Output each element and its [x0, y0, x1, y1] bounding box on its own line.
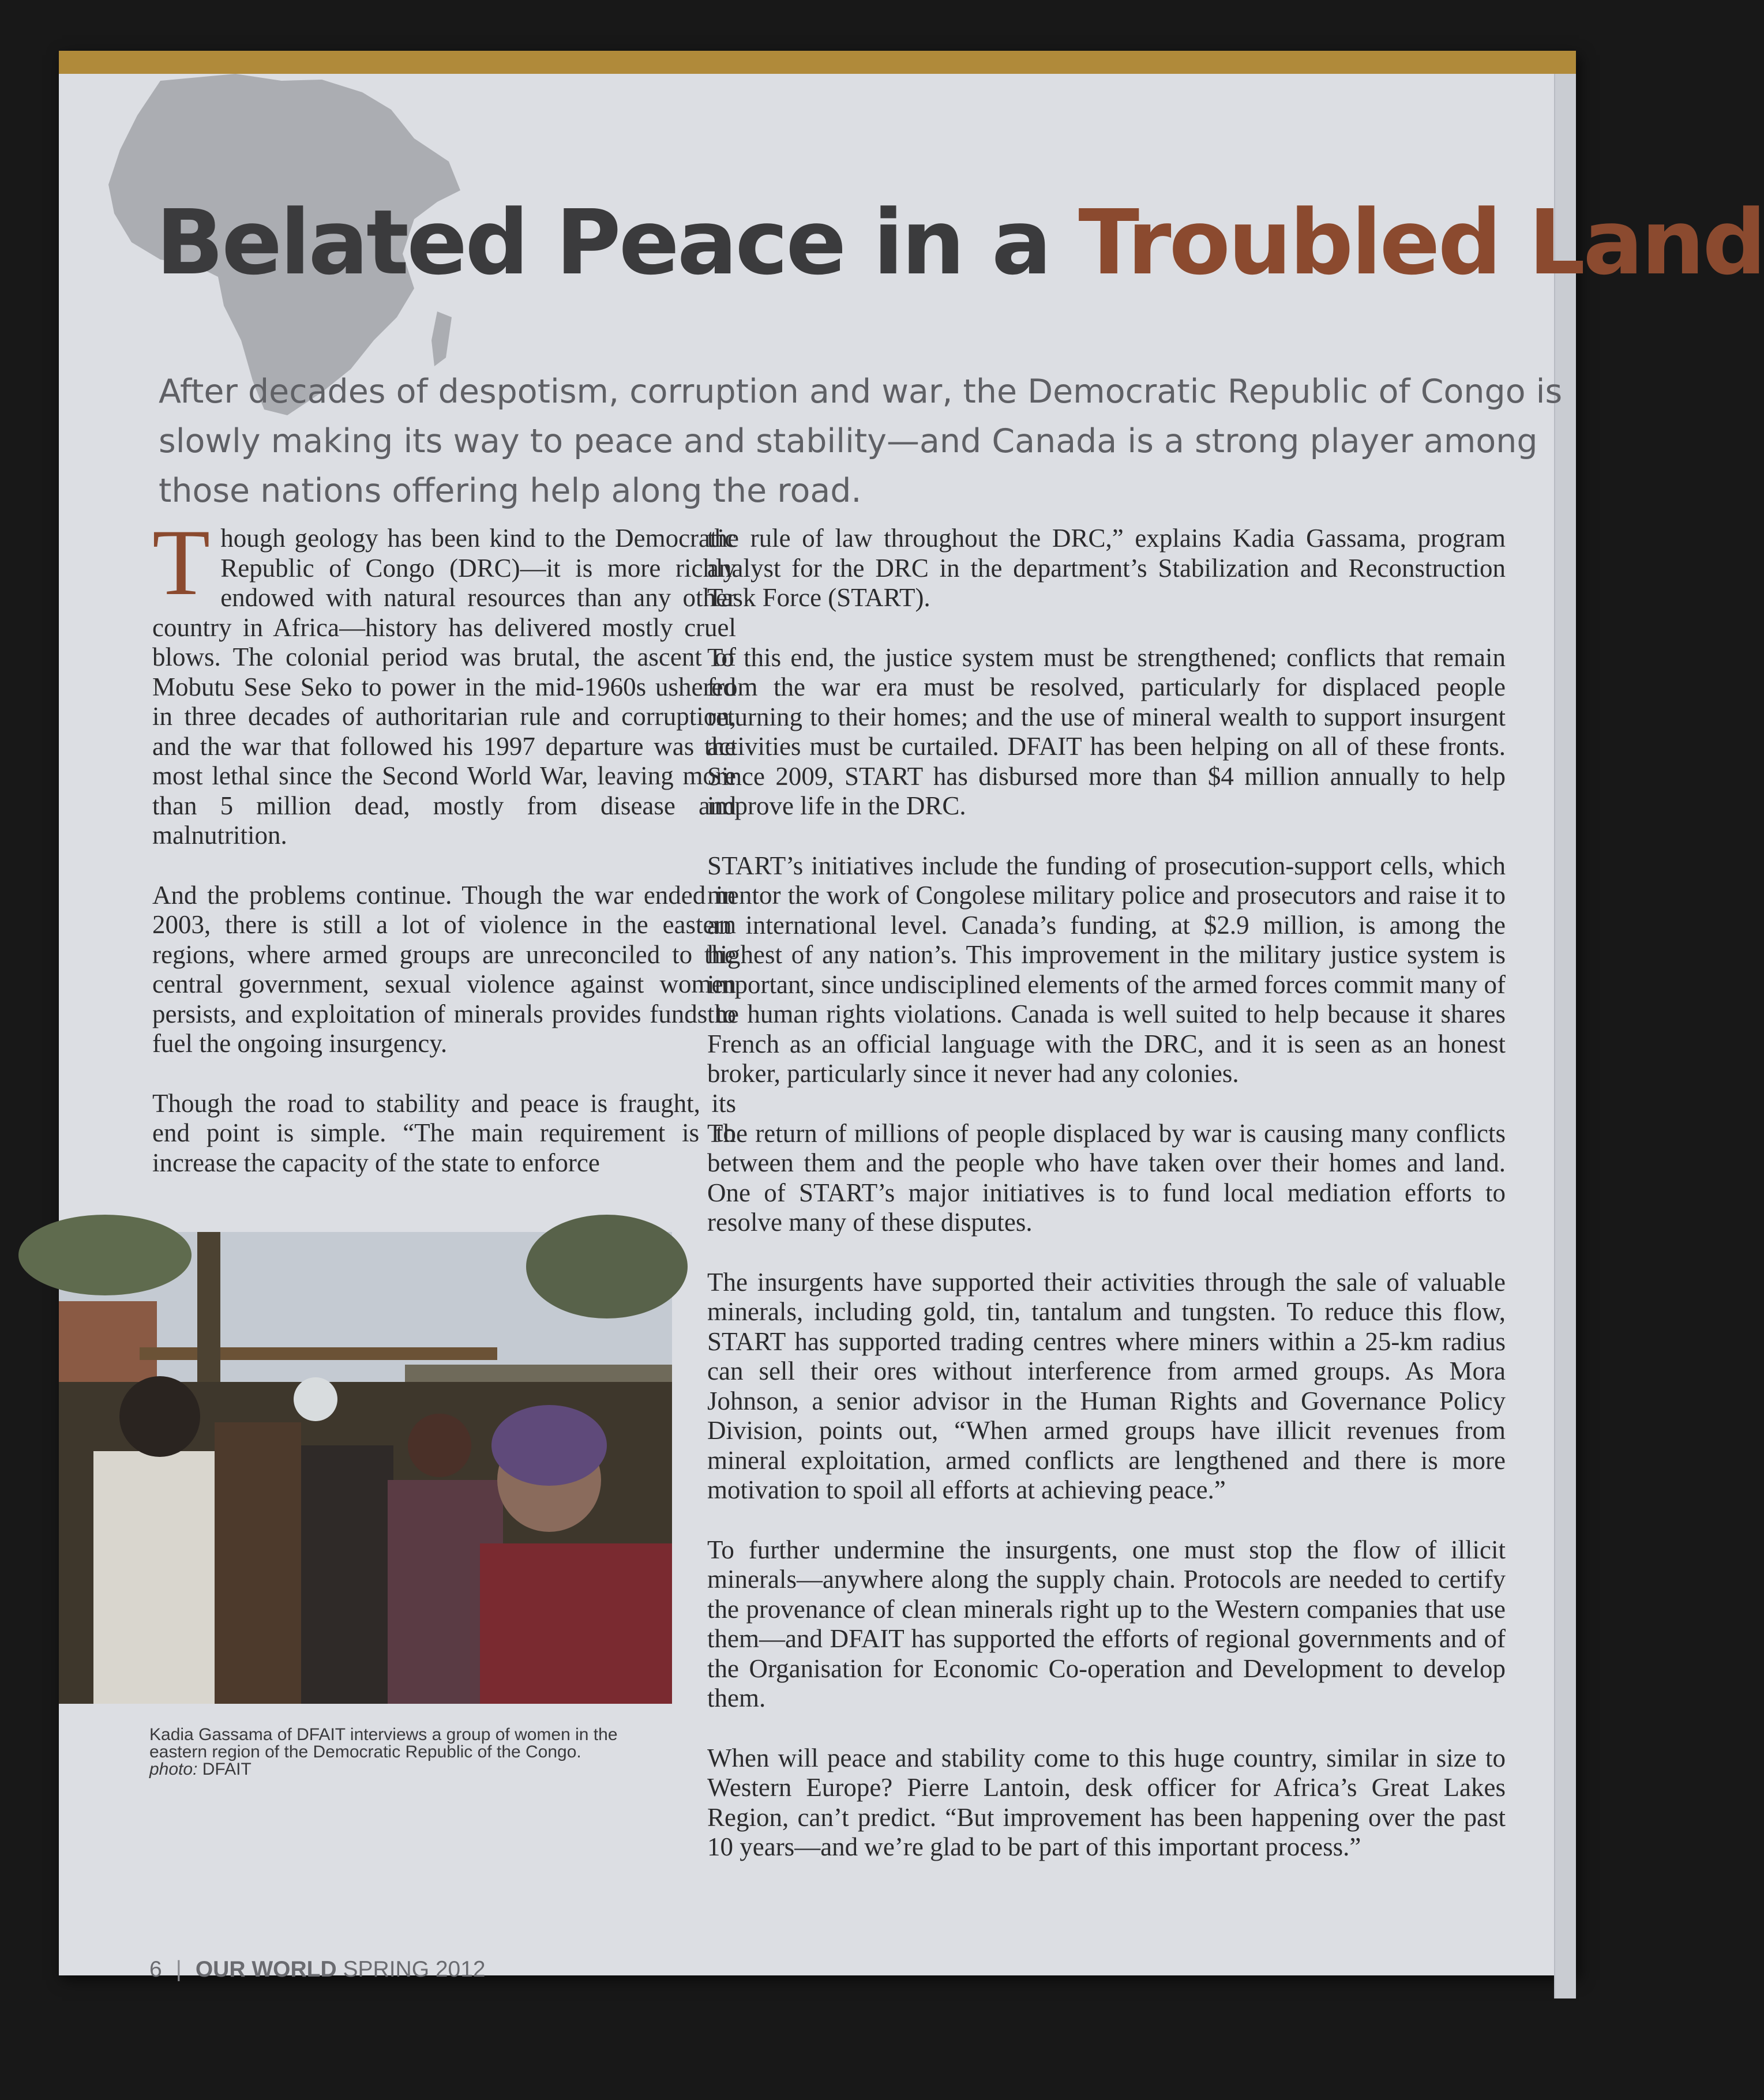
paragraph: START’s initiatives include the funding of prosecution-support cells, which mentor the work of Congolese military police and prosecutors and raise it to an international level. Canada’s funding, at $2.9 million, is among the highest of any nation’s. This improvement in the military justice system is important, since undisciplined elements of the armed forces commit many of the human rights violations. Canada is well suited to help because it shares French as an official language with the DRC, and it is seen as an honest broker, particularly since it never had any colonies. — [707, 851, 1506, 1088]
paragraph: When will peace and stability come to this huge country, similar in size to Western Europe? Pierre Lantoin, desk officer for Africa’s Great Lakes Region, can’t predict. “But improvement has been happening over the past 10 years—and we’re glad to be part of this important process.” — [707, 1743, 1506, 1861]
issue-label: SPRING 2012 — [343, 1957, 486, 1982]
magazine-brand: OUR WORLD — [195, 1957, 337, 1982]
paragraph: The return of millions of people displaced by war is causing many conflicts between them and the people who have taken over their homes and land. One of START’s major initiatives is to fund local mediation efforts to resolve many of these disputes. — [707, 1118, 1506, 1237]
title-accent: Troubled Land — [1078, 190, 1764, 295]
caption-line: eastern region of the Democratic Republic of the Congo. — [149, 1742, 581, 1761]
paragraph: To further undermine the insurgents, one must stop the flow of illicit minerals—anywhere along the supply chain. Protocols are needed to certify the provenance of clean minerals right up to the Western companies that use them—and DFAIT has supported the efforts of regional governments and of the Organisation for Economic Co-operation and Development to develop them. — [707, 1535, 1506, 1712]
page-footer — [149, 1957, 486, 1982]
paragraph: Though the road to stability and peace is fraught, its end point is simple. “The main requirement is to increase the capacity of the state to enforce — [152, 1088, 736, 1177]
footer-separator: | — [175, 1957, 182, 1982]
photo-credit — [149, 1761, 715, 1778]
page-number: 6 — [149, 1957, 162, 1982]
paragraph — [152, 510, 736, 851]
paragraph: And the problems continue. Though the war ended in 2003, there is still a lot of violence in the eastern regions, where armed groups are unreconciled to the central government, sexual violence against women persists, and exploitation of minerals provides funds to fuel the ongoing insurgency. — [152, 880, 736, 1058]
paragraph: The insurgents have supported their activities through the sale of valuable minerals, including gold, tin, tantalum and tungsten. To reduce this flow, START has supported trading centres where miners within a 25-km radius can sell their ores without interference from armed groups. As Mora Johnson, a senior advisor in the Human Rights and Governance Policy Division, points out, “When armed groups have illicit revenues from mineral exploitation, armed conflicts are lengthened and there is more motivation to spoil all efforts at achieving peace.” — [707, 1267, 1506, 1504]
magazine-page — [59, 51, 1764, 1982]
caption-line: Kadia Gassama of DFAIT interviews a group of women in the — [149, 1725, 618, 1744]
title-main: Belated Peace in a — [156, 190, 1079, 295]
paragraph-text: hough geology has been kind to the Democratic Republic of Congo (DRC)—it is more richly endowed with natural resources than any other country in Africa—history has delivered mostly cruel blows. The colonial period was brutal, the ascent of Mobutu Sese Seko to power in the mid-1960s ushered in three decades of authoritarian rule and corruption, and the war that followed his 1997 departure was the most lethal since the Second World War, leaving more than 5 million dead, mostly from disease and malnutrition. — [152, 524, 736, 850]
facing-page-edge — [1554, 74, 1576, 1998]
paragraph: the rule of law throughout the DRC,” explains Kadia Gassama, program analyst for the DRC in the department’s Stabilization and Reconstruction Task Force (START). — [707, 524, 1506, 612]
article-photo — [59, 1232, 672, 1704]
photo-illustration — [59, 1232, 672, 1704]
credit-label: photo: — [149, 1760, 198, 1779]
left-text-column — [152, 510, 736, 1208]
article-deck: After decades of despotism, corruption and war, the Democratic Republic of Congo is slowly making its way to peace and stability—and Canada is a strong player among those nations offering help along the road. — [159, 373, 1563, 510]
paragraph: To this end, the justice system must be strengthened; conflicts that remain from the war era must be resolved, particularly for displaced people returning to their homes; and the use of mineral wealth to support insurgent activities must be curtailed. DFAIT has been helping on all of these fronts. Since 2009, START has disbursed more than $4 million annually to help improve life in the DRC. — [707, 643, 1506, 820]
article-title — [156, 189, 1764, 296]
right-text-column — [707, 524, 1506, 1892]
credit-name: DFAIT — [202, 1760, 252, 1779]
photo-caption — [149, 1726, 715, 1778]
drop-cap: T — [152, 510, 211, 615]
